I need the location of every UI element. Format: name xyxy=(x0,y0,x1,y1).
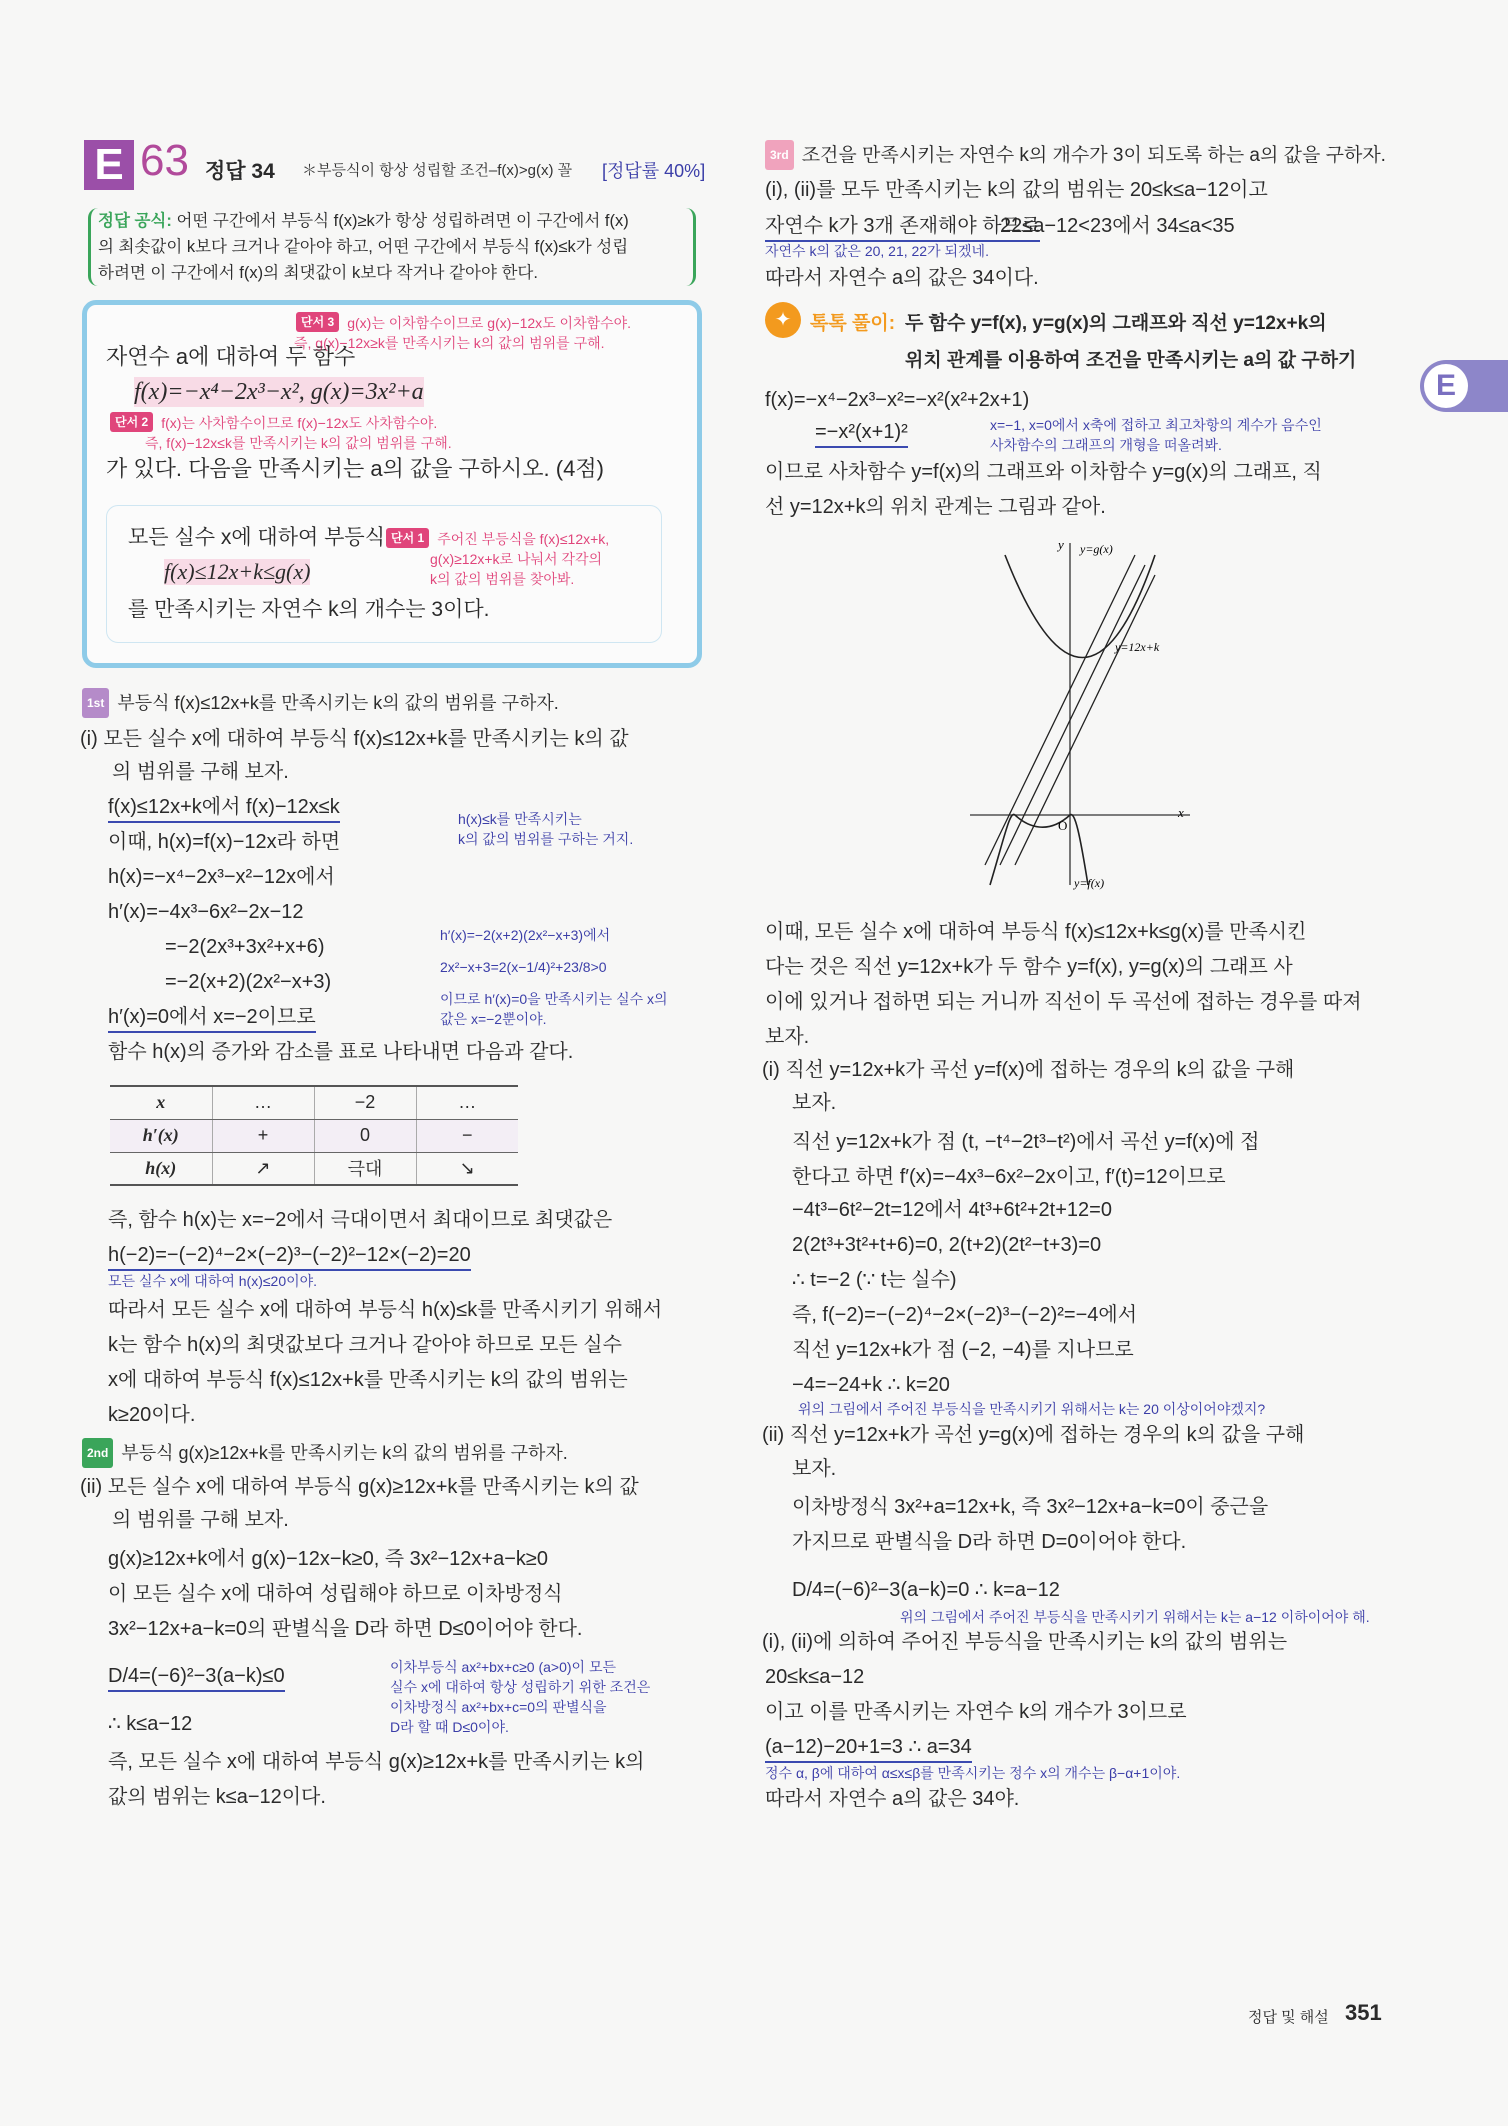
step1-line: 따라서 모든 실수 x에 대하여 부등식 h(x)≤k를 만족시키기 위해서 xyxy=(108,1299,663,1321)
alt-body-line: (i), (ii)에 의하여 주어진 부등식을 만족시키는 k의 값의 범위는 xyxy=(762,1631,1288,1653)
note-discriminant: 이차부등식 ax²+bx+c≥0 (a>0)이 모든 xyxy=(390,1659,616,1675)
step3-line: (i), (ii)를 모두 만족시키는 k의 값의 범위는 20≤k≤a−12이고 xyxy=(765,179,1268,201)
step1-line: h(−2)=−(−2)⁴−2×(−2)³−(−2)²−12×(−2)=20 xyxy=(108,1241,471,1271)
step2-line: (ii) 모든 실수 x에 대하여 부등식 g(x)≥12x+k를 만족시키는 k의 값 xyxy=(80,1476,639,1498)
alt-body-line: 이때, 모든 실수 x에 대하여 부등식 f(x)≤12x+k≤g(x)를 만족시킨 xyxy=(765,921,1307,943)
alt-body-line: 이에 있거나 접하면 되는 거니까 직선이 두 곡선에 접하는 경우를 따져 xyxy=(765,991,1362,1013)
step2-line: 의 범위를 구해 보자. xyxy=(112,1509,289,1531)
note-k-min: 위의 그림에서 주어진 부등식을 만족시키기 위해서는 k는 20 이상이어야겠지? xyxy=(798,1401,1266,1417)
problem-tag: ＊부등식이 항상 성립할 조건–f(x)>g(x) 꼴 xyxy=(302,162,573,179)
hint-3-line2: 즉, g(x)−12x≥k를 만족시키는 k의 값의 범위를 구해. xyxy=(294,335,605,351)
correct-rate: [정답률 40%] xyxy=(602,161,706,181)
step3-line: 22≤a−12<23에서 34≤a<35 xyxy=(1000,215,1235,237)
step2-line: g(x)≥12x+k에서 g(x)−12x−k≥0, 즉 3x²−12x+a−k≥0 xyxy=(108,1548,548,1570)
alt-solution-label: 톡톡 풀이: xyxy=(810,313,896,334)
alt-body-line: (a−12)−20+1=3 ∴ a=34 xyxy=(765,1733,972,1763)
alt-solution-title: 두 함수 y=f(x), y=g(x)의 그래프와 직선 y=12x+k의 xyxy=(905,313,1327,334)
step2-header: 2nd 부등식 g(x)≥12x+k를 만족시키는 k의 값의 범위를 구하자. xyxy=(82,1438,568,1468)
function-graph xyxy=(950,535,1200,895)
alt-body-line: 이차방정식 3x²+a=12x+k, 즉 3x²−12x+a−k=0이 중근을 xyxy=(792,1496,1269,1518)
step2-line: D/4=(−6)²−3(a−k)≤0 xyxy=(108,1662,285,1692)
step2-line: 값의 범위는 k≤a−12이다. xyxy=(108,1786,326,1808)
step1-line: x에 대하여 부등식 f(x)≤12x+k를 만족시키는 k의 값의 범위는 xyxy=(108,1369,628,1391)
line-label: y=12x+k xyxy=(1115,640,1160,654)
step2-line: 이 모든 실수 x에 대하여 성립해야 하므로 이차방정식 xyxy=(108,1583,563,1605)
answer-label: 정답 34 xyxy=(205,160,275,183)
step1-line: =−2(x+2)(2x²−x+3) xyxy=(165,971,332,993)
alt-body-line: D/4=(−6)²−3(a−k)=0 ∴ k=a−12 xyxy=(792,1579,1060,1601)
hint-1: 단서 1 주어진 부등식을 f(x)≤12x+k, xyxy=(386,528,609,548)
problem-number: 63 xyxy=(140,136,189,185)
step1-line: k는 함수 h(x)의 최댓값보다 크거나 같아야 하므로 모든 실수 xyxy=(108,1334,622,1356)
page-number: 351 xyxy=(1345,2000,1382,2025)
step1-line: 함수 h(x)의 증가와 감소를 표로 나타내면 다음과 같다. xyxy=(108,1041,574,1063)
step1-header: 1st 부등식 f(x)≤12x+k를 만족시키는 k의 값의 범위를 구하자. xyxy=(82,688,559,718)
step2-line: 3x²−12x+a−k=0의 판별식을 D라 하면 D≤0이어야 한다. xyxy=(108,1618,583,1640)
condition-line-3: 를 만족시키는 자연수 k의 개수는 3이다. xyxy=(128,598,490,621)
alt-body-line: 보자. xyxy=(765,1026,810,1048)
formula-label: 정답 공식: xyxy=(98,212,172,230)
y-axis-label: y xyxy=(1058,537,1064,552)
alt-body-line: (i) 직선 y=12x+k가 곡선 y=f(x)에 접하는 경우의 k의 값을 구해 xyxy=(762,1059,1295,1081)
condition-inequality: f(x)≤12x+k≤g(x) xyxy=(164,559,311,584)
step3-line: 자연수 k가 3개 존재해야 하므로 xyxy=(765,212,1040,242)
alt-body-line: (ii) 직선 y=12x+k가 곡선 y=g(x)에 접하는 경우의 k의 값을 구해 xyxy=(762,1424,1305,1446)
side-tab-label: E xyxy=(1424,364,1468,408)
alt-body-line: 2(2t³+3t²+t+6)=0, 2(t+2)(2t²−t+3)=0 xyxy=(792,1234,1102,1256)
note-integer-count: 정수 α, β에 대하여 α≤x≤β를 만족시키는 정수 x의 개수는 β−α+1이야. xyxy=(765,1765,1181,1781)
hint-2: 단서 2 f(x)는 사차함수이므로 f(x)−12x도 사차함수야. xyxy=(110,412,437,432)
step3-line: 따라서 자연수 a의 값은 34이다. xyxy=(765,267,1039,289)
x-axis-label: x xyxy=(1178,805,1184,820)
alt-body-line: −4t³−6t²−2t=12에서 4t³+6t²+2t+12=0 xyxy=(792,1199,1112,1221)
alt-line: =−x²(x+1)² xyxy=(815,418,908,448)
alt-line: f(x)=−x⁴−2x³−x²=−x²(x²+2x+1) xyxy=(765,389,1030,411)
note-discriminant: 실수 x에 대하여 항상 성립하기 위한 조건은 xyxy=(390,1679,651,1695)
g-label: y=g(x) xyxy=(1080,542,1113,556)
note-discriminant: D라 할 때 D≤0이야. xyxy=(390,1719,509,1735)
condition-line-1: 모든 실수 x에 대하여 부등식 xyxy=(128,526,385,549)
note-k-max: 위의 그림에서 주어진 부등식을 만족시키기 위해서는 k는 a−12 이하이어야 해. xyxy=(900,1609,1370,1625)
alt-body-line: 20≤k≤a−12 xyxy=(765,1666,865,1688)
alt-body-line: 이고 이를 만족시키는 자연수 k의 개수가 3이므로 xyxy=(765,1701,1187,1723)
note-quartic: x=−1, x=0에서 x축에 접하고 최고차항의 계수가 음수인 xyxy=(990,417,1322,433)
step1-line: 의 범위를 구해 보자. xyxy=(112,761,289,783)
hint-3: 단서 3 g(x)는 이차함수이므로 g(x)−12x도 이차함수야. xyxy=(296,312,631,332)
formula-line: 하려면 이 구간에서 f(x)의 최댓값이 k보다 작거나 같아야 한다. xyxy=(98,264,538,282)
note-h: k의 값의 범위를 구하는 거지. xyxy=(458,831,634,847)
alt-body-line: 다는 것은 직선 y=12x+k가 두 함수 y=f(x), y=g(x)의 그래프 사 xyxy=(765,956,1293,978)
alt-line: 이므로 사차함수 y=f(x)의 그래프와 이차함수 y=g(x)의 그래프, 직 xyxy=(765,461,1322,483)
alt-body-line: 즉, f(−2)=−(−2)⁴−2×(−2)³−(−2)²=−4에서 xyxy=(792,1304,1138,1326)
table-row: h(x) ↗ 극대 ↘ xyxy=(110,1152,518,1185)
alt-body-line: 따라서 자연수 a의 값은 34야. xyxy=(765,1788,1020,1810)
formula-text xyxy=(98,208,629,286)
alt-body-line: 직선 y=12x+k가 점 (−2, −4)를 지나므로 xyxy=(792,1339,1134,1361)
note-derivative: h′(x)=−2(x+2)(2x²−x+3)에서 xyxy=(440,927,611,943)
formula-line: 의 최솟값이 k보다 크거나 같아야 하고, 어떤 구간에서 부등식 f(x)≤k가 성립 xyxy=(98,238,629,256)
step1-line: f(x)≤12x+k에서 f(x)−12x≤k xyxy=(108,793,340,823)
note-discriminant: 이차방정식 ax²+bx+c=0의 판별식을 xyxy=(390,1699,607,1715)
step1-line: k≥20이다. xyxy=(108,1404,196,1426)
step2-line: ∴ k≤a−12 xyxy=(108,1713,193,1735)
step1-line: =−2(2x³+3x²+x+6) xyxy=(165,936,325,958)
middle-line xyxy=(1000,565,1145,865)
note-derivative: 이므로 h′(x)=0을 만족시키는 실수 x의 xyxy=(440,991,668,1007)
note-derivative: 2x²−x+3=2(x−1/4)²+23/8>0 xyxy=(440,959,607,975)
problem-question: 가 있다. 다음을 만족시키는 a의 값을 구하시오. (4점) xyxy=(106,456,604,481)
note-natural-k: 자연수 k의 값은 20, 21, 22가 되겠네. xyxy=(765,243,989,259)
alt-body-line: 보자. xyxy=(792,1458,837,1480)
alt-solution-icon: ✦ xyxy=(765,302,801,338)
hint-2-line2: 즉, f(x)−12x≤k를 만족시키는 k의 값의 범위를 구해. xyxy=(145,435,452,451)
alt-solution-title: 위치 관계를 이용하여 조건을 만족시키는 a의 값 구하기 xyxy=(905,350,1357,371)
note-max: 모든 실수 x에 대하여 h(x)≤20이야. xyxy=(108,1273,318,1289)
footer-label: 정답 및 해설 xyxy=(1248,2009,1329,2026)
alt-line: 선 y=12x+k의 위치 관계는 그림과 같아. xyxy=(765,496,1106,518)
problem-functions: f(x)=−x⁴−2x³−x², g(x)=3x²+a xyxy=(134,379,424,405)
alt-body-line: 직선 y=12x+k가 점 (t, −t⁴−2t³−t²)에서 곡선 y=f(x)에 접 xyxy=(792,1131,1260,1153)
step2-line: 즉, 모든 실수 x에 대하여 부등식 g(x)≥12x+k를 만족시키는 k의 xyxy=(108,1751,645,1773)
step1-line: h′(x)=0에서 x=−2이므로 xyxy=(108,1003,316,1033)
step1-line: (i) 모든 실수 x에 대하여 부등식 f(x)≤12x+k를 만족시키는 k의 값 xyxy=(80,728,629,750)
table-row: x … −2 … xyxy=(110,1086,518,1119)
step1-line: 이때, h(x)=f(x)−12x라 하면 xyxy=(108,831,341,853)
note-quartic: 사차함수의 그래프의 개형을 떠올려봐. xyxy=(990,437,1222,453)
alt-body-line: 가지므로 판별식을 D라 하면 D=0이어야 한다. xyxy=(792,1531,1187,1553)
step1-line: 즉, 함수 h(x)는 x=−2에서 극대이면서 최대이므로 최댓값은 xyxy=(108,1209,613,1231)
note-derivative: 값은 x=−2뿐이야. xyxy=(440,1011,547,1027)
section-badge: E xyxy=(84,140,134,190)
alt-body-line: −4=−24+k ∴ k=20 xyxy=(792,1374,950,1396)
f-label: y=f(x) xyxy=(1074,876,1105,890)
alt-body-line: 한다고 하면 f′(x)=−4x³−6x²−2x이고, f′(t)=12이므로 xyxy=(792,1166,1226,1188)
increase-decrease-table xyxy=(110,1085,518,1186)
problem-intro: 자연수 a에 대하여 두 함수 xyxy=(106,344,356,369)
hint-1-line2: g(x)≥12x+k로 나눠서 각각의 xyxy=(430,551,602,567)
alt-body-line: 보자. xyxy=(792,1092,837,1114)
alt-body-line: ∴ t=−2 (∵ t는 실수) xyxy=(792,1269,957,1291)
step1-line: h(x)=−x⁴−2x³−x²−12x에서 xyxy=(108,866,335,888)
origin-label: O xyxy=(1058,818,1068,833)
step1-line: h′(x)=−4x³−6x²−2x−12 xyxy=(108,901,304,923)
table-row: h′(x) + 0 − xyxy=(110,1119,518,1152)
formula-line: 어떤 구간에서 부등식 f(x)≥k가 항상 성립하려면 이 구간에서 f(x) xyxy=(176,212,629,230)
hint-1-line3: k의 값의 범위를 찾아봐. xyxy=(430,571,575,587)
note-h: h(x)≤k를 만족시키는 xyxy=(458,811,582,827)
step3-header: 3rd 조건을 만족시키는 자연수 k의 개수가 3이 되도록 하는 a의 값을 구하자. xyxy=(765,140,1386,170)
